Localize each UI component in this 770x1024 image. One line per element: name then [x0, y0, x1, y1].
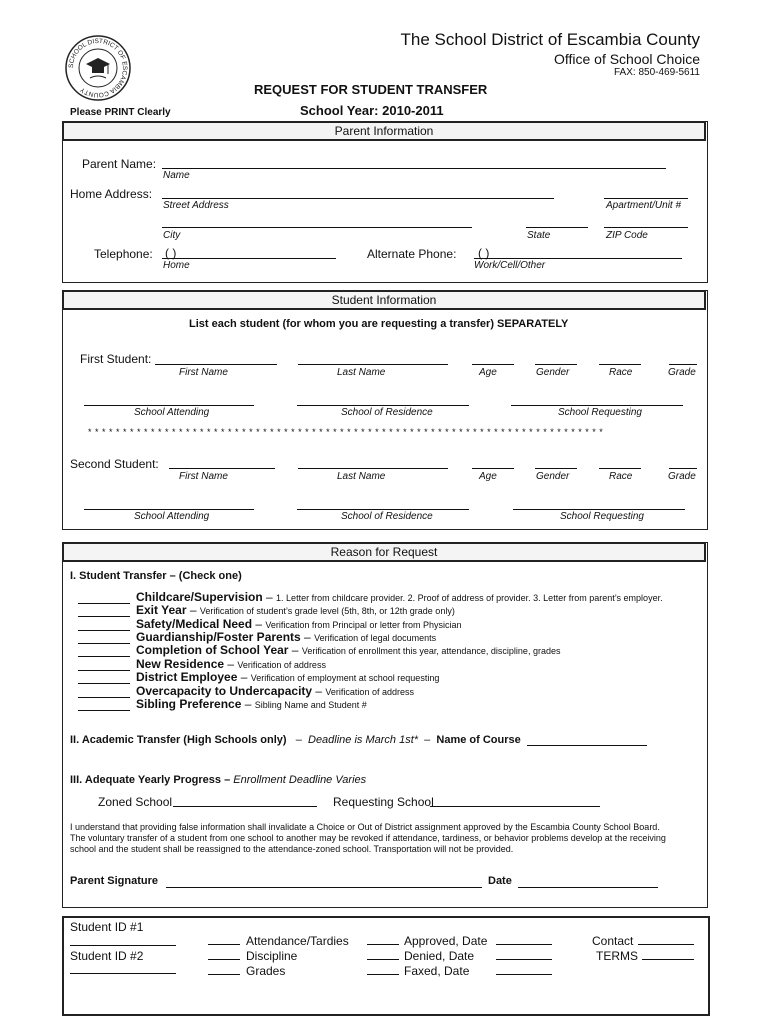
street-caption: Street Address: [163, 200, 229, 211]
s1-school-residence-caption: School of Residence: [341, 407, 433, 418]
s2-school-residence-caption: School of Residence: [341, 511, 433, 522]
street-address-field[interactable]: [162, 198, 554, 199]
disclaimer-line-2: The voluntary transfer of a student from one school to another may be revoked if attendance, tardiness, or behavior problems develop at the receiving: [70, 833, 666, 843]
s2-age-field[interactable]: [472, 468, 514, 469]
reason-item-exit-year[interactable]: Exit Year – Verification of student’s grade level (5th, 8th, or 12th grade only): [78, 603, 455, 617]
check-grades-label: Grades: [246, 964, 286, 978]
s1-first-name-caption: First Name: [179, 367, 228, 378]
s1-race-caption: Race: [609, 367, 633, 378]
second-student-label: Second Student:: [70, 457, 159, 471]
student-id-1-field[interactable]: [70, 945, 176, 946]
s1-school-requesting-caption: School Requesting: [558, 407, 642, 418]
requesting-school-field[interactable]: [430, 806, 600, 807]
s1-gender-caption: Gender: [536, 367, 570, 378]
contact-label: Contact: [592, 934, 634, 948]
reason-item-childcare[interactable]: Childcare/Supervision – 1. Letter from childcare provider. 2. Proof of address of provider. 3. Letter from parent’s employer.: [78, 590, 663, 604]
terms-label: TERMS: [596, 949, 638, 963]
denied-date-field[interactable]: [496, 959, 552, 960]
district-name: The School District of Escambia County: [400, 30, 700, 49]
parent-name-field[interactable]: [162, 168, 666, 169]
alt-phone-area-code: ( ): [478, 246, 490, 260]
s2-gender-caption: Gender: [536, 471, 570, 482]
office-use-section: [62, 916, 710, 1016]
reason-section-title: Reason for Request: [62, 542, 706, 562]
print-note: Please PRINT Clearly: [70, 107, 171, 118]
work-caption: Work/Cell/Other: [474, 260, 546, 271]
student-id-2-label: Student ID #2: [70, 949, 144, 963]
s1-age-caption: Age: [479, 367, 497, 378]
s2-first-name-caption: First Name: [179, 471, 228, 482]
s1-age-field[interactable]: [472, 364, 514, 365]
zip-field[interactable]: [604, 227, 688, 228]
date-label: Date: [488, 875, 512, 887]
s1-first-name-field[interactable]: [155, 364, 277, 365]
attendance-check[interactable]: [208, 944, 240, 945]
course-name-field[interactable]: [527, 745, 647, 746]
s1-grade-field[interactable]: [669, 364, 697, 365]
svg-text:SCHOOL DISTRICT OF ESCAMBIA CO: SCHOOL DISTRICT OF ESCAMBIA COUNTY: [67, 37, 129, 99]
contact-field[interactable]: [638, 944, 694, 945]
part3-deadline: Enrollment Deadline Varies: [233, 774, 367, 786]
reason-item-guardianship[interactable]: Guardianship/Foster Parents – Verification of legal documents: [78, 630, 436, 644]
s1-school-attending-field[interactable]: [84, 405, 254, 406]
reason-item-sibling[interactable]: Sibling Preference – Sibling Name and Student #: [78, 697, 367, 711]
s1-race-field[interactable]: [599, 364, 641, 365]
s2-school-attending-caption: School Attending: [134, 511, 210, 522]
s2-school-requesting-caption: School Requesting: [560, 511, 644, 522]
s1-school-requesting-field[interactable]: [511, 405, 683, 406]
parent-signature-field[interactable]: [166, 887, 482, 888]
s2-gender-field[interactable]: [535, 468, 577, 469]
s1-school-residence-field[interactable]: [297, 405, 469, 406]
s2-race-field[interactable]: [599, 468, 641, 469]
s2-grade-field[interactable]: [669, 468, 697, 469]
home-address-label: Home Address:: [70, 187, 153, 201]
city-field[interactable]: [162, 227, 472, 228]
status-approved-label: Approved, Date: [404, 934, 488, 948]
parent-signature-label: Parent Signature: [70, 875, 159, 887]
apartment-field[interactable]: [604, 198, 688, 199]
part2-title: II. Academic Transfer (High Schools only): [70, 734, 287, 746]
state-caption: State: [527, 230, 551, 241]
s2-school-requesting-field[interactable]: [513, 509, 685, 510]
part1-title: I. Student Transfer – (Check one): [70, 570, 242, 582]
name-caption: Name: [163, 170, 190, 181]
s2-school-attending-field[interactable]: [84, 509, 254, 510]
s1-school-attending-caption: School Attending: [134, 407, 210, 418]
signature-date-field[interactable]: [518, 887, 658, 888]
parent-section-title: Parent Information: [62, 121, 706, 141]
state-field[interactable]: [526, 227, 588, 228]
discipline-check[interactable]: [208, 959, 240, 960]
zip-caption: ZIP Code: [606, 230, 648, 241]
grades-check[interactable]: [208, 974, 240, 975]
part2-line: II. Academic Transfer (High Schools only) – Deadline is March 1st* – Name of Course: [70, 734, 647, 746]
terms-field[interactable]: [642, 959, 694, 960]
part3-title: III. Adequate Yearly Progress –: [70, 774, 231, 786]
zoned-school-field[interactable]: [173, 806, 317, 807]
s1-last-name-caption: Last Name: [337, 367, 386, 378]
parent-name-label: Parent Name:: [82, 157, 157, 171]
check-attendance-label: Attendance/Tardies: [246, 934, 349, 948]
student-id-1-label: Student ID #1: [70, 920, 144, 934]
telephone-label: Telephone:: [94, 247, 153, 261]
office-name: Office of School Choice: [553, 51, 700, 67]
faxed-check[interactable]: [367, 974, 399, 975]
check-discipline-label: Discipline: [246, 949, 298, 963]
part2-course-label: Name of Course: [436, 734, 521, 746]
school-year: School Year: 2010-2011: [300, 103, 444, 118]
city-caption: City: [163, 230, 181, 241]
fax-number: FAX: 850-469-5611: [614, 67, 700, 78]
s2-grade-caption: Grade: [668, 471, 696, 482]
student-separator: * * * * * * * * * * * * * * * * * * * * * * * * * * * * * * * * * * * * * * * * * * * * * * * * * * * * * * * * * * * * * * * * * * * * * * * * * *: [88, 427, 604, 437]
reason-item-safety[interactable]: Safety/Medical Need – Verification from Principal or letter from Physician: [78, 617, 461, 631]
s2-age-caption: Age: [479, 471, 497, 482]
telephone-area-code: ( ): [165, 246, 177, 260]
form-title: REQUEST FOR STUDENT TRANSFER: [254, 82, 488, 97]
district-seal: [64, 34, 132, 102]
reason-item-overcapacity[interactable]: Overcapacity to Undercapacity – Verification of address: [78, 684, 414, 698]
s1-gender-field[interactable]: [535, 364, 577, 365]
s2-last-name-field[interactable]: [298, 468, 448, 469]
alt-phone-label: Alternate Phone:: [367, 247, 457, 261]
approved-check[interactable]: [367, 944, 399, 945]
first-student-label: First Student:: [80, 352, 152, 366]
part2-deadline: Deadline is March 1st*: [308, 734, 419, 746]
s2-race-caption: Race: [609, 471, 633, 482]
denied-check[interactable]: [367, 959, 399, 960]
s1-last-name-field[interactable]: [298, 364, 448, 365]
s2-first-name-field[interactable]: [169, 468, 275, 469]
requesting-school-label: Requesting School: [333, 795, 434, 809]
student-section-title: Student Information: [62, 290, 706, 310]
checkbox-line[interactable]: [78, 710, 130, 711]
reason-item-completion[interactable]: Completion of School Year – Verification of enrollment this year, attendance, discipline, grades: [78, 643, 560, 657]
student-instruction: List each student (for whom you are requesting a transfer) SEPARATELY: [189, 318, 569, 330]
zoned-school-label: Zoned School: [98, 795, 173, 809]
disclaimer-line-1: I understand that providing false information shall invalidate a Choice or Out of District assignment approved by the Escambia County School Board.: [70, 822, 660, 832]
reason-item-new-residence[interactable]: New Residence – Verification of address: [78, 657, 326, 671]
s2-school-residence-field[interactable]: [297, 509, 469, 510]
telephone-field[interactable]: [162, 258, 336, 259]
part3-line: [70, 774, 366, 786]
s1-grade-caption: Grade: [668, 367, 696, 378]
reason-item-district-employee[interactable]: District Employee – Verification of employment at school requesting: [78, 670, 439, 684]
status-denied-label: Denied, Date: [404, 949, 475, 963]
s2-last-name-caption: Last Name: [337, 471, 386, 482]
student-id-2-field[interactable]: [70, 973, 176, 974]
home-caption: Home: [163, 260, 190, 271]
disclaimer-line-3: school and the student shall be reassigned to the attendance-zoned school. Transportation will not be provided.: [70, 844, 514, 854]
alt-phone-field[interactable]: [474, 258, 682, 259]
apt-caption: Apartment/Unit #: [606, 200, 682, 211]
status-faxed-label: Faxed, Date: [404, 964, 470, 978]
approved-date-field[interactable]: [496, 944, 552, 945]
faxed-date-field[interactable]: [496, 974, 552, 975]
